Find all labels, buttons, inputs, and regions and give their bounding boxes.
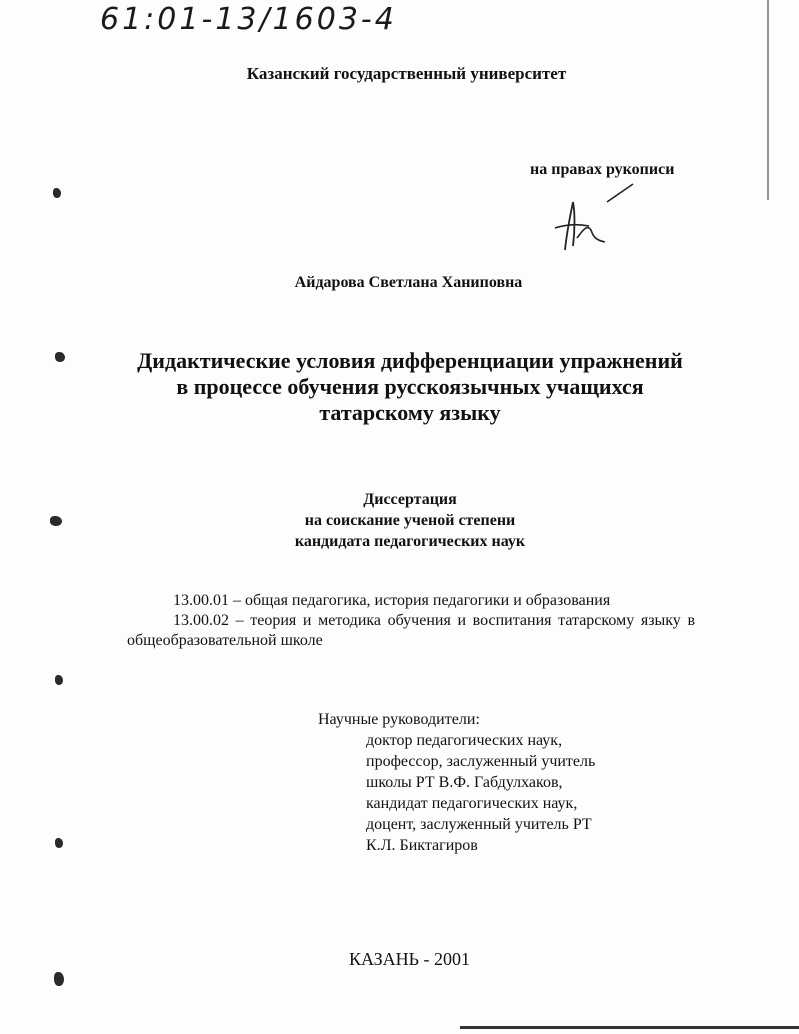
- binder-mark: [54, 972, 64, 986]
- supervisors-block: [318, 709, 595, 856]
- signature: [545, 180, 645, 260]
- supervisor-line: К.Л. Биктагиров: [366, 837, 478, 854]
- degree-line: кандидата педагогических наук: [294, 533, 526, 550]
- author-name: Айдарова Светлана Ханиповна: [294, 274, 523, 291]
- supervisor-line: профессор, заслуженный учитель: [366, 753, 596, 770]
- title-line: татарскому языку: [319, 400, 501, 425]
- specialty-item: 13.00.01 – общая педагогика, история педагогики и образования: [173, 592, 611, 609]
- title-line: в процессе обучения русскоязычных учащихся: [176, 374, 644, 399]
- binder-mark: [53, 188, 61, 198]
- binder-mark: [55, 838, 63, 848]
- degree-line: на соискание ученой степени: [304, 512, 516, 529]
- dissertation-title: [100, 348, 720, 426]
- archive-code: 61:01-13/1603-4: [100, 2, 397, 37]
- supervisor-line: школы РТ В.Ф. Габдулхаков,: [366, 774, 563, 791]
- degree-block: [200, 489, 620, 552]
- city-year: КАЗАНЬ - 2001: [349, 949, 470, 969]
- university-name: Казанский государственный университет: [246, 64, 567, 83]
- supervisors-heading: Научные руководители:: [318, 711, 480, 728]
- scan-edge: [460, 1026, 799, 1029]
- supervisors-list: [318, 730, 595, 856]
- supervisor-line: доцент, заслуженный учитель РТ: [366, 816, 592, 833]
- binder-mark: [55, 675, 63, 685]
- binder-mark: [50, 516, 62, 526]
- supervisor-line: кандидат педагогических наук,: [366, 795, 578, 812]
- manuscript-note: на правах рукописи: [530, 161, 675, 178]
- title-line: Дидактические условия дифференциации упражнений: [137, 348, 683, 373]
- specialties-block: [127, 591, 695, 651]
- specialty-item: 13.00.02 – теория и методика обучения и воспитания татарскому языку в общеобразовательной школе: [127, 612, 695, 649]
- scan-edge: [767, 0, 769, 200]
- supervisor-line: доктор педагогических наук,: [366, 732, 563, 749]
- degree-line: Диссертация: [363, 491, 457, 508]
- binder-mark: [55, 352, 65, 362]
